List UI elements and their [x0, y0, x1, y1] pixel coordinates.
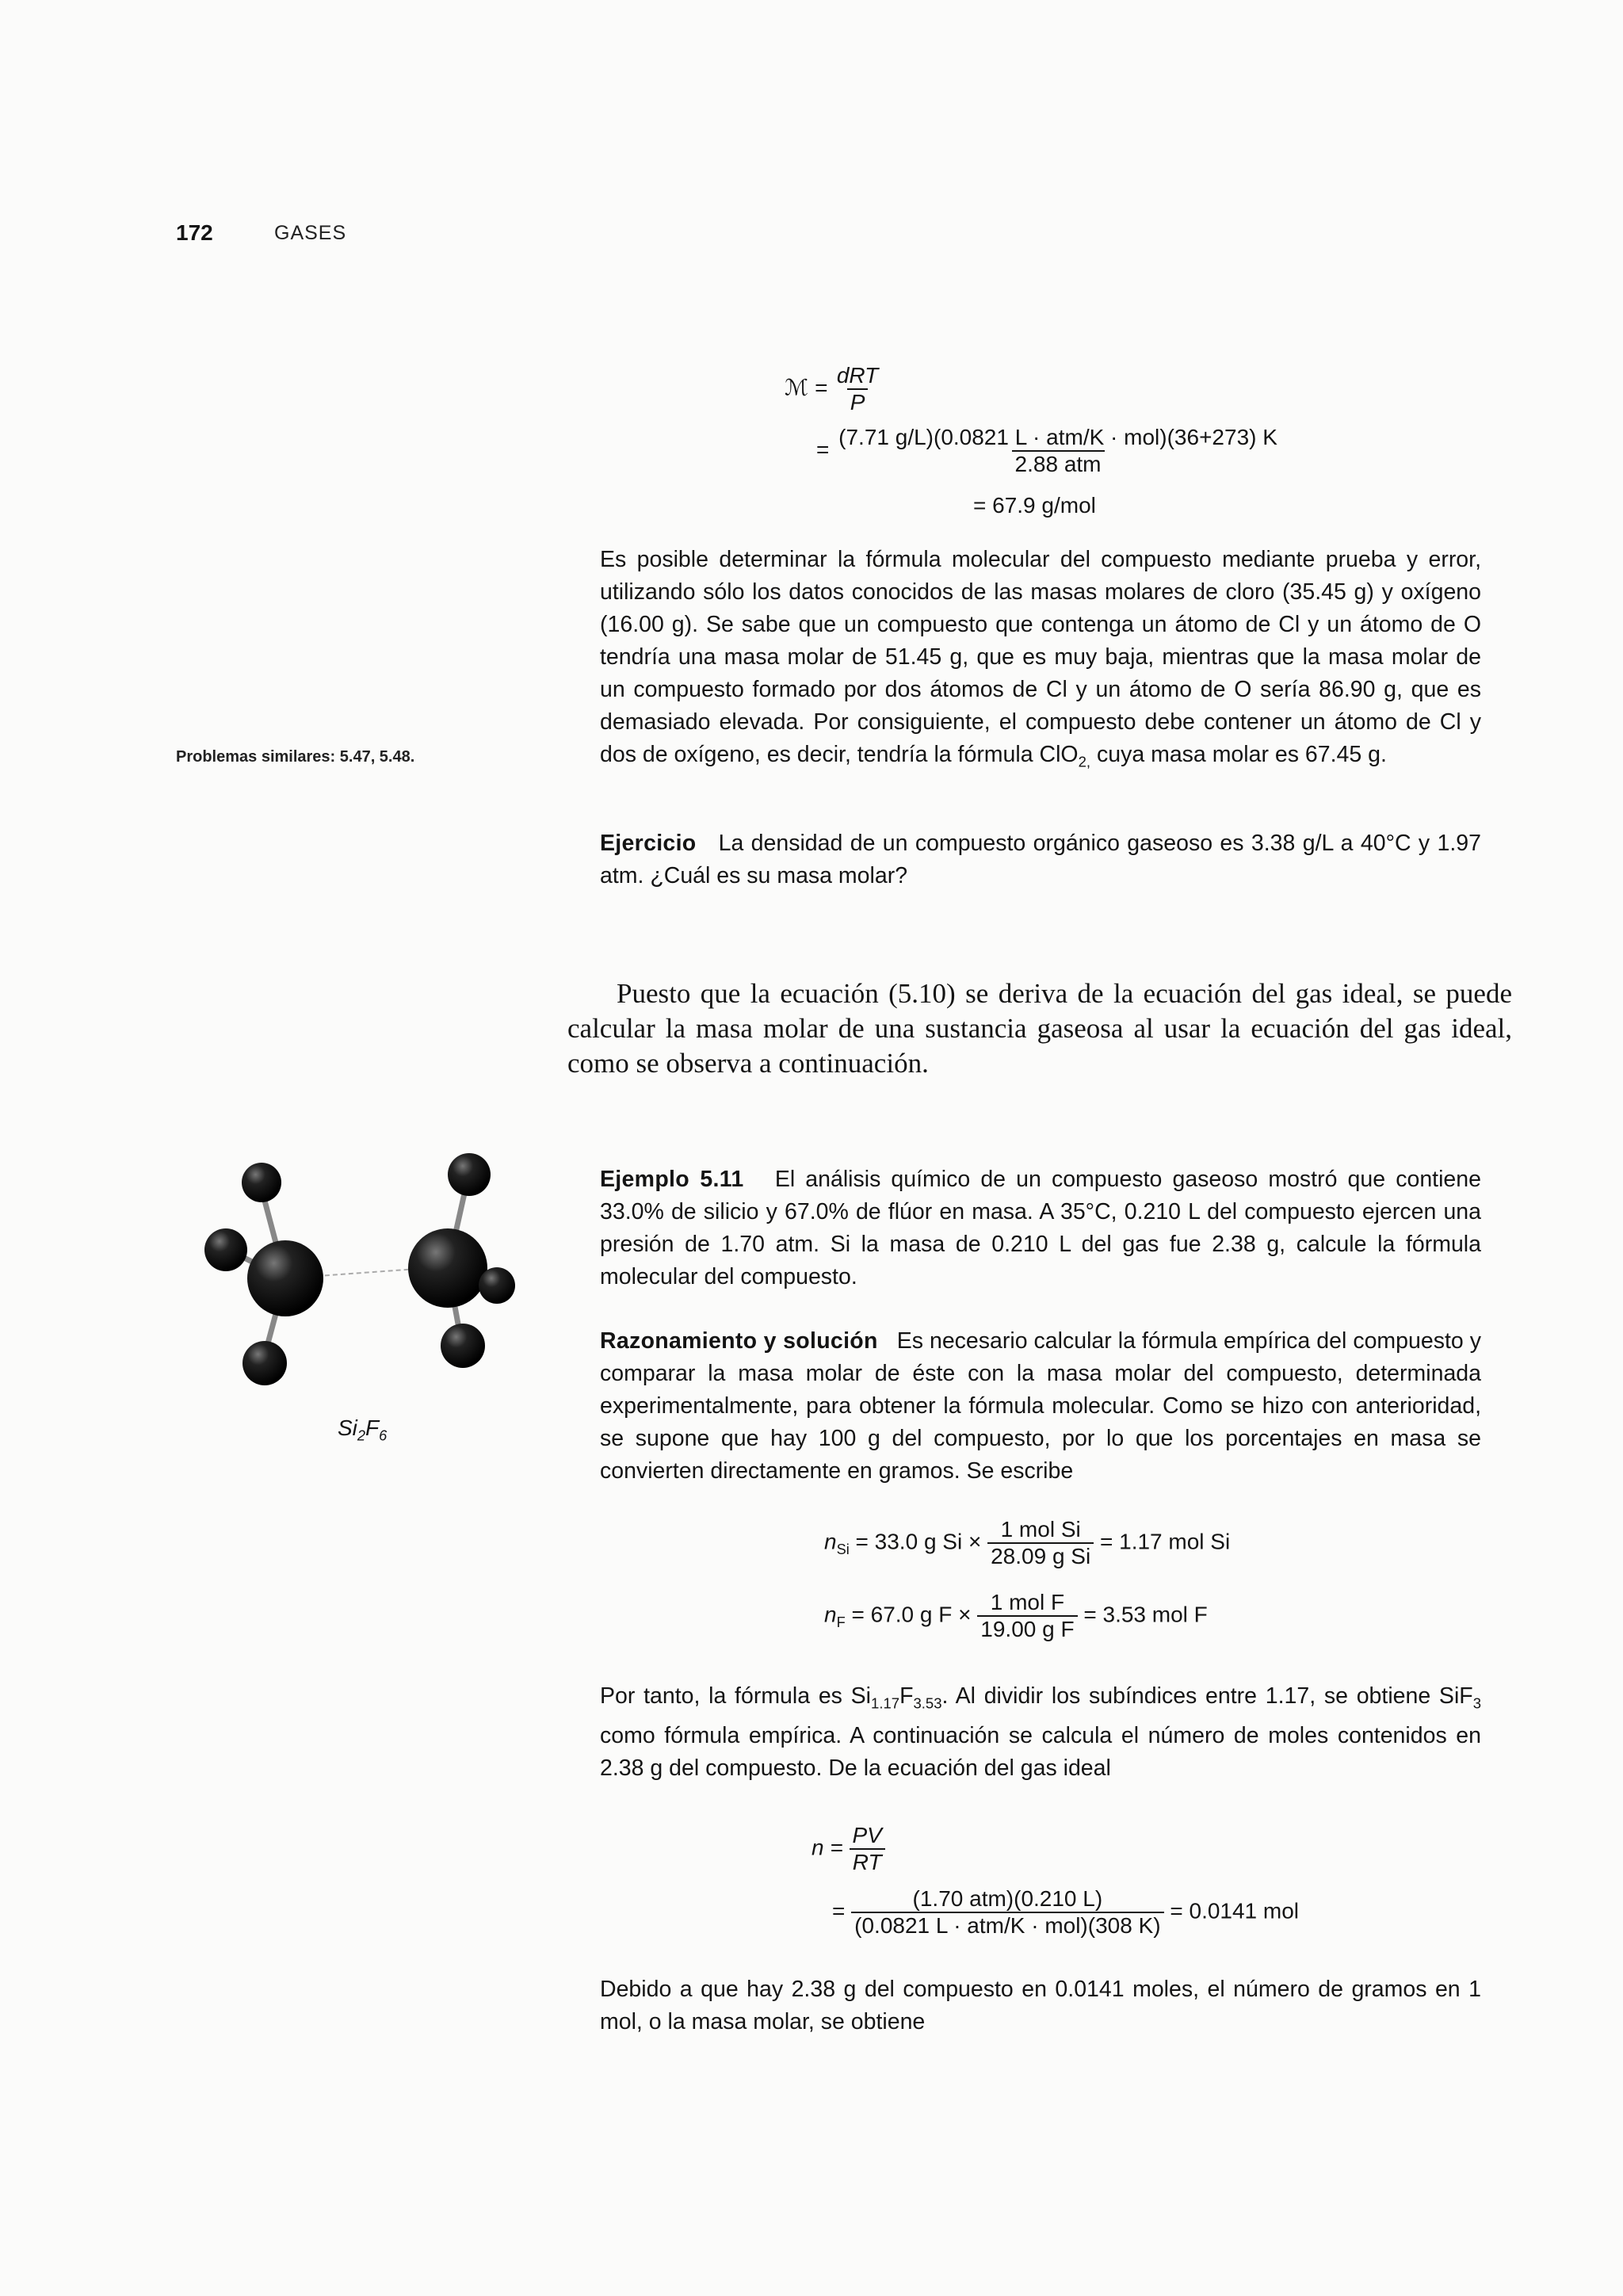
- eq1-equals: =: [816, 437, 830, 462]
- equation-ideal-gas-values: [832, 1886, 1299, 1939]
- caption-sub-2: 6: [379, 1427, 388, 1444]
- eq-n-denominator: RT: [850, 1848, 885, 1875]
- eq-si-numerator: 1 mol Si: [1000, 1517, 1081, 1541]
- eq-f-result: = 3.53 mol F: [1083, 1602, 1208, 1627]
- eq-si-sub: Si: [836, 1541, 850, 1557]
- eq-n-lhs: n =: [812, 1835, 843, 1860]
- equation-substitution: [816, 425, 1281, 477]
- eq-f-numerator: 1 mol F: [990, 1590, 1065, 1614]
- para2-a: Por tanto, la fórmula es Si: [600, 1683, 872, 1709]
- equation-molar-mass: [785, 363, 881, 415]
- exercise-label: Ejercicio: [600, 831, 697, 856]
- example-5-11: [600, 1163, 1481, 1293]
- para2-sub2: 3.53: [913, 1694, 942, 1712]
- exercise-text: La densidad de un compuesto orgánico gaseoso es 3.38 g/L a 40°C y 1.97 atm. ¿Cuál es su masa molar?: [600, 831, 1481, 888]
- eq-si-n: n: [824, 1529, 837, 1554]
- example-label: Ejemplo 5.11: [600, 1167, 744, 1192]
- example-text: El análisis químico de un compuesto gaseoso mostró que contiene 33.0% de silicio y 67.0% de flúor en masa. A 35°C, 0.210 L del compuesto ejercen una presión de 1.70 atm. Si la masa de 0.210 L del gas fue 2.38 g, calcule la fórmula molecular del compuesto.: [600, 1167, 1481, 1289]
- para2-d: como fórmula empírica. A continuación se calcula el número de moles contenidos en 2.38 g del compuesto. De la ecuación del gas ideal: [600, 1722, 1481, 1781]
- eq1-numerator-2: (7.71 g/L)(0.0821 L · atm/K · mol)(36+273) K: [838, 425, 1277, 449]
- para2-b: F: [899, 1683, 914, 1709]
- reasoning-solution: [600, 1325, 1481, 1488]
- para1-text: Es posible determinar la fórmula molecular del compuesto mediante prueba y error, utilizando sólo los datos conocidos de las masas molares de cloro (35.45 g) y oxígeno (16.00 g). Se sabe que un compuesto que contenga un átomo de Cl y un átomo de O tendría una masa molar de 51.45 g, que es muy baja, mientras que la masa molar de un compuesto formado por dos átomos de Cl y un átomo de O sería 86.90 g, que es demasiado elevada. Por consiguiente, el compuesto debe contener un átomo de Cl y dos de oxígeno, es decir, tendría la fórmula ClO: [600, 547, 1481, 767]
- eq-f-n: n: [824, 1602, 837, 1627]
- eq1-result: = 67.9 g/mol: [973, 493, 1096, 518]
- eq1-numerator: dRT: [836, 363, 879, 388]
- eq1-denominator: P: [847, 388, 869, 415]
- para2-sub3: 3: [1472, 1694, 1481, 1712]
- eq1-fraction-2: [835, 425, 1281, 477]
- exercise-block: [600, 827, 1481, 892]
- caption-si: Si: [338, 1415, 357, 1440]
- molecule-caption: [338, 1415, 387, 1445]
- eq-n-denominator-2: (0.0821 L · atm/K · mol)(308 K): [851, 1912, 1163, 1939]
- eq-si-fraction: [987, 1517, 1094, 1569]
- eq-n-result: = 0.0141 mol: [1170, 1898, 1300, 1924]
- para1-subscript: 2,: [1078, 753, 1091, 770]
- similar-problems-note: Problemas similares: 5.47, 5.48.: [176, 748, 415, 766]
- eq-f-mid: = 67.0 g F ×: [851, 1602, 972, 1627]
- eq1-lhs: ℳ =: [785, 375, 828, 400]
- paragraph-empirical: [600, 1680, 1481, 1785]
- reasoning-text: Es necesario calcular la fórmula empírica del compuesto y comparar la masa molar de éste con la masa molar del compuesto, determinada experimentalmente, para obtener la fórmula molecular. Como se hizo con anterioridad, se supone que hay 100 g del compuesto, por lo que los porcentajes en masa se convierten directamente en gramos. Se escribe: [600, 1328, 1481, 1484]
- reasoning-label: Razonamiento y solución: [600, 1328, 878, 1354]
- caption-f: F: [365, 1415, 380, 1440]
- paragraph-ideal-gas: Puesto que la ecuación (5.10) se deriva de la ecuación del gas ideal, se puede calcular la masa molar de una sustancia gaseosa al usar la ecuación del gas ideal, como se observa a continuación.: [567, 978, 1512, 1079]
- eq-n-equals: =: [832, 1898, 846, 1924]
- equation-moles-f: [824, 1590, 1208, 1642]
- paragraph-molar-mass: Debido a que hay 2.38 g del compuesto en 0.0141 moles, el número de gramos en 1 mol, o la masa molar, se obtiene: [600, 1977, 1481, 2034]
- eq-si-result: = 1.17 mol Si: [1100, 1529, 1231, 1554]
- eq1-fraction: [834, 363, 881, 415]
- eq-n-fraction-2: [851, 1886, 1163, 1939]
- eq-f-sub: F: [836, 1614, 846, 1630]
- section-title: GASES: [274, 222, 347, 244]
- eq1-denominator-2: 2.88 atm: [1012, 450, 1105, 477]
- page-number: 172: [176, 220, 213, 245]
- para2-c: . Al dividir los subíndices entre 1.17, se obtiene SiF: [941, 1683, 1473, 1709]
- molecule-atoms: [204, 1153, 515, 1385]
- eq-n-numerator-2: (1.70 atm)(0.210 L): [912, 1886, 1103, 1911]
- eq-si-denominator: 28.09 g Si: [987, 1542, 1094, 1569]
- paragraph-trial-error: [600, 544, 1481, 778]
- caption-sub-1: 2: [357, 1427, 366, 1444]
- si2f6-molecule-image: [182, 1133, 531, 1395]
- eq-si-mid: = 33.0 g Si ×: [855, 1529, 982, 1554]
- eq-n-numerator: PV: [852, 1823, 882, 1847]
- equation-ideal-gas: [812, 1823, 885, 1875]
- para1-end: cuya masa molar es 67.45 g.: [1090, 742, 1387, 767]
- eq-f-denominator: 19.00 g F: [977, 1615, 1077, 1642]
- para2-sub1: 1.17: [871, 1694, 900, 1712]
- eq-n-fraction: [849, 1823, 884, 1875]
- eq-f-fraction: [977, 1590, 1077, 1642]
- equation-moles-si: [824, 1517, 1230, 1569]
